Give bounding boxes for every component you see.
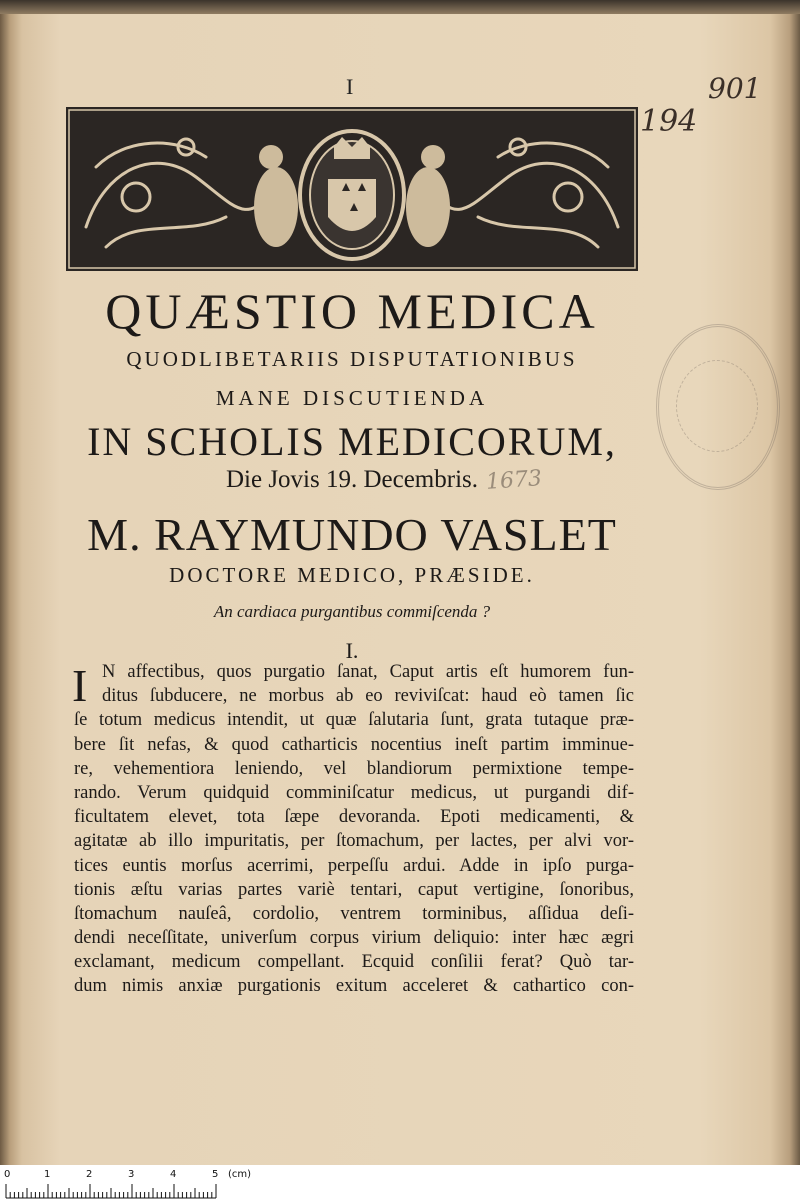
text-line: tices euntis morſus acerrimi, perpeſſu ardui. Adde in ipſo purga- — [74, 855, 634, 876]
text-line: re, vehementiora leniendo, vel blandiorum permixtione tempe- — [74, 758, 634, 779]
text-line: dum nimis anxiæ purgationis exitum acceleret & cathartico con- — [74, 976, 634, 997]
ruler-label-4: 4 — [170, 1169, 177, 1180]
ruler-label-0: 0 — [4, 1169, 11, 1180]
praeses-name: M. RAYMUNDO VASLET — [87, 509, 617, 560]
subtitle-disputationibus: QUODLIBETARIIS DISPUTATIONIBUS — [126, 347, 578, 371]
ruler-unit: (cm) — [228, 1169, 252, 1180]
text-line: ſtomachum nauſeâ, cordolio, ventrem torminibus, aſſidua deſi- — [74, 903, 634, 924]
disputation-date: Die Jovis 19. Decembris. — [225, 466, 479, 493]
handwritten-number-901: 901 — [708, 72, 762, 105]
thesis-question: An cardiaca purgantibus commiſcenda ? — [213, 602, 491, 621]
text-line: ſe totum medicus intendit, ut quæ ſalutaria ſunt, grata tutaque præ- — [74, 710, 634, 731]
subtitle-discutienda: MANE DISCUTIENDA — [215, 386, 489, 410]
praeses-role: DOCTORE MEDICO, PRÆSIDE. — [169, 563, 535, 587]
ruler-label-2: 2 — [86, 1169, 93, 1180]
ruler-graphic — [0, 1165, 800, 1202]
text-line: ficultatem elevet, tota ſæpe devoranda. Epoti medicamenti, & — [74, 807, 634, 828]
page-top-edge — [0, 0, 800, 14]
handwritten-date-note: 1673 — [485, 466, 543, 495]
handwritten-number-194: 194 — [640, 104, 698, 139]
page-number: I — [346, 74, 354, 99]
text-line: rando. Verum quidquid comminiſcatur medicus, ut purgandi dif- — [74, 782, 634, 803]
body-paragraph — [74, 660, 634, 999]
text-line: agitatæ ab illo impuritatis, per ſtomachum, per lactes, per alvi vor- — [74, 831, 634, 852]
ruler-label-3: 3 — [128, 1169, 135, 1180]
ruler-label-1: 1 — [44, 1169, 51, 1180]
scale-ruler — [0, 1165, 800, 1202]
text-line: exclamant, medicum compellant. Ecquid conſilii ferat? Quò tar- — [74, 952, 634, 973]
text-line: N affectibus, quos purgatio ſanat, Caput artis eſt humorem fun- — [102, 662, 634, 682]
text-line: tionis æſtu varias partes variè tentari, caput vertigine, ſonoribus, — [74, 879, 634, 900]
subtitle-scholis: IN SCHOLIS MEDICORUM, — [87, 419, 617, 464]
section-number: I. — [345, 638, 359, 663]
woodcut-ornament-icon — [66, 107, 638, 271]
library-stamp-inner-icon — [676, 360, 758, 452]
ruler-label-5: 5 — [212, 1169, 219, 1180]
text-line: bere ſit nefas, & quod catharticis nocentius ineſt partim imminue- — [74, 734, 634, 755]
main-title: QUÆSTIO MEDICA — [105, 283, 599, 339]
text-line: dendi neceſſitate, univerſum corpus virium deliquio: inter hæc ægri — [74, 928, 634, 949]
drop-cap: I — [72, 660, 88, 711]
text-line: ditus ſubducere, ne morbus ab eo reviviſcat: haud eò tamen ſic — [102, 686, 634, 707]
